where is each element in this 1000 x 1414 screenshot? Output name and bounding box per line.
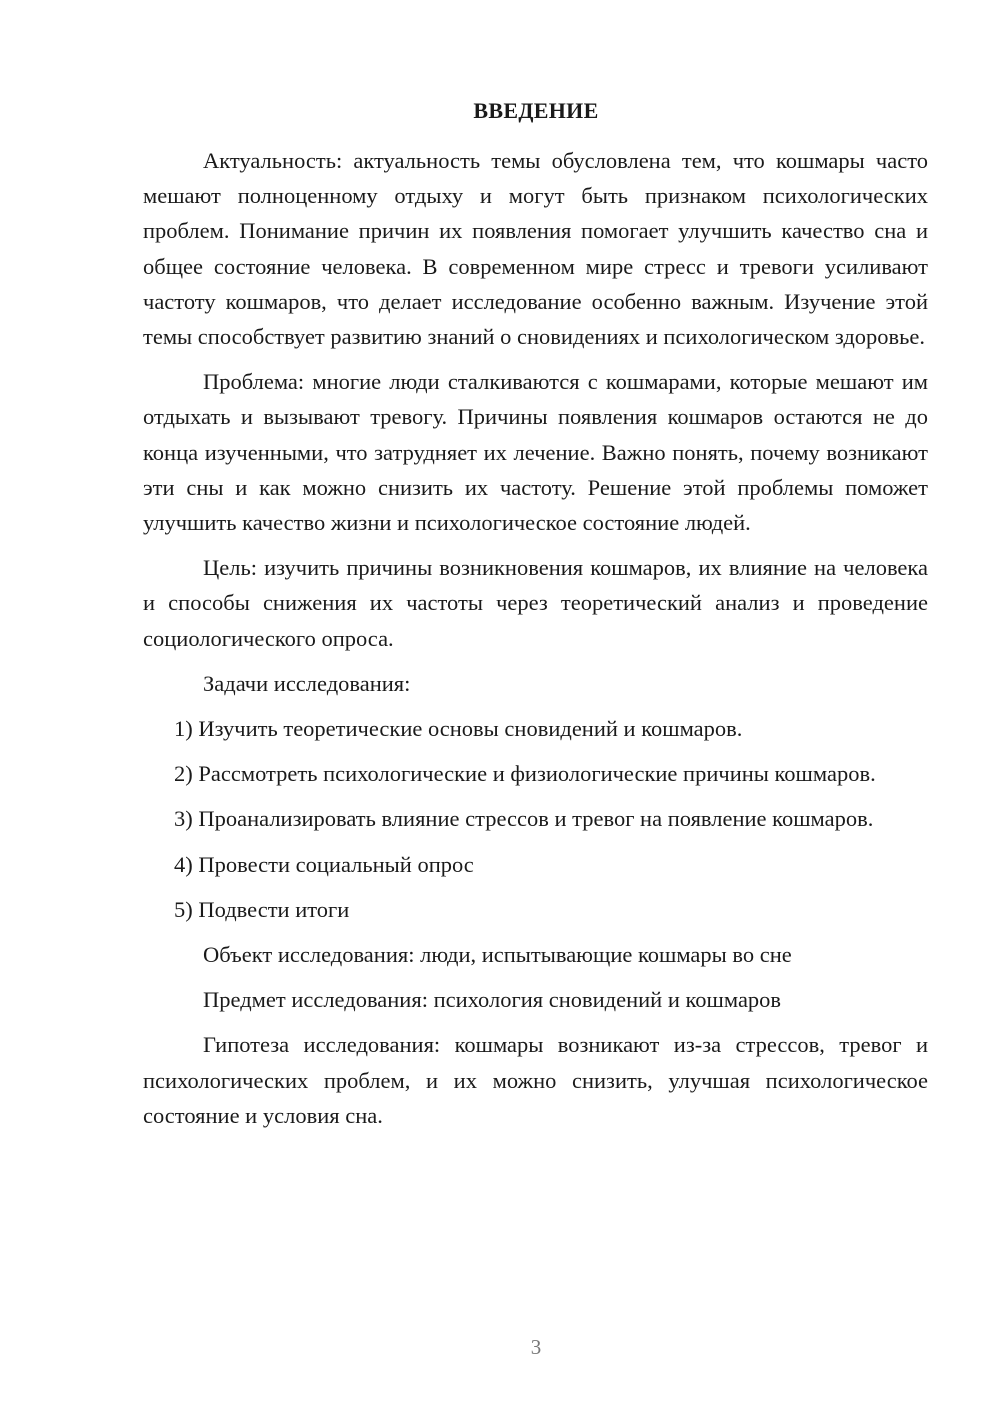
paragraph-tasks-heading: Задачи исследования: [203,670,411,696]
paragraph-hypothesis: Гипотеза исследования: кошмары возникают из-за стрессов, тревог и психологических проблем, и их можно снизить, улучшая психологическое состояние и условия сна. [143,1032,928,1128]
section-title: ВВЕДЕНИЕ [473,98,599,123]
paragraph-problem: Проблема: многие люди сталкиваются с кошмарами, которые мешают им отдыхать и вызывают тревогу. Причины появления кошмаров остаются не до конца изученными, что затрудняет их лечение. Важно понять, почему возникают эти сны и как можно снизить их частоту. Решение этой проблемы поможет улучшить качество жизни и психологическое состояние людей. [143,369,928,536]
paragraph-object: Объект исследования: люди, испытывающие кошмары во сне [203,942,792,968]
paragraph-subject: Предмет исследования: психология сновидений и кошмаров [203,987,782,1013]
body-text [143,143,928,1143]
paragraph-relevance: Актуальность: актуальность темы обусловлена тем, что кошмары часто мешают полноценному отдыху и могут быть признаком психологических проблем. Понимание причин их появления помогает улучшить качество сна и общее состояние человека. В современном мире стресс и тревоги усиливают частоту кошмаров, что делает исследование особенно важным. Изучение этой темы способствует развитию знаний о сновидениях и психологическом здоровье. [143,148,928,350]
task-item-2: 2) Рассмотреть психологические и физиологические причины кошмаров. [174,761,876,787]
page-number: 3 [530,1335,542,1359]
task-item-1: 1) Изучить теоретические основы сновидений и кошмаров. [174,716,743,742]
task-item-3: 3) Проанализировать влияние стрессов и тревог на появление кошмаров. [174,806,874,832]
paragraph-goal: Цель: изучить причины возникновения кошмаров, их влияние на человека и способы снижения их частоты через теоретический анализ и проведение социологического опроса. [143,555,928,651]
task-item-4: 4) Провести социальный опрос [174,851,474,877]
task-item-5: 5) Подвести итоги [174,896,350,922]
